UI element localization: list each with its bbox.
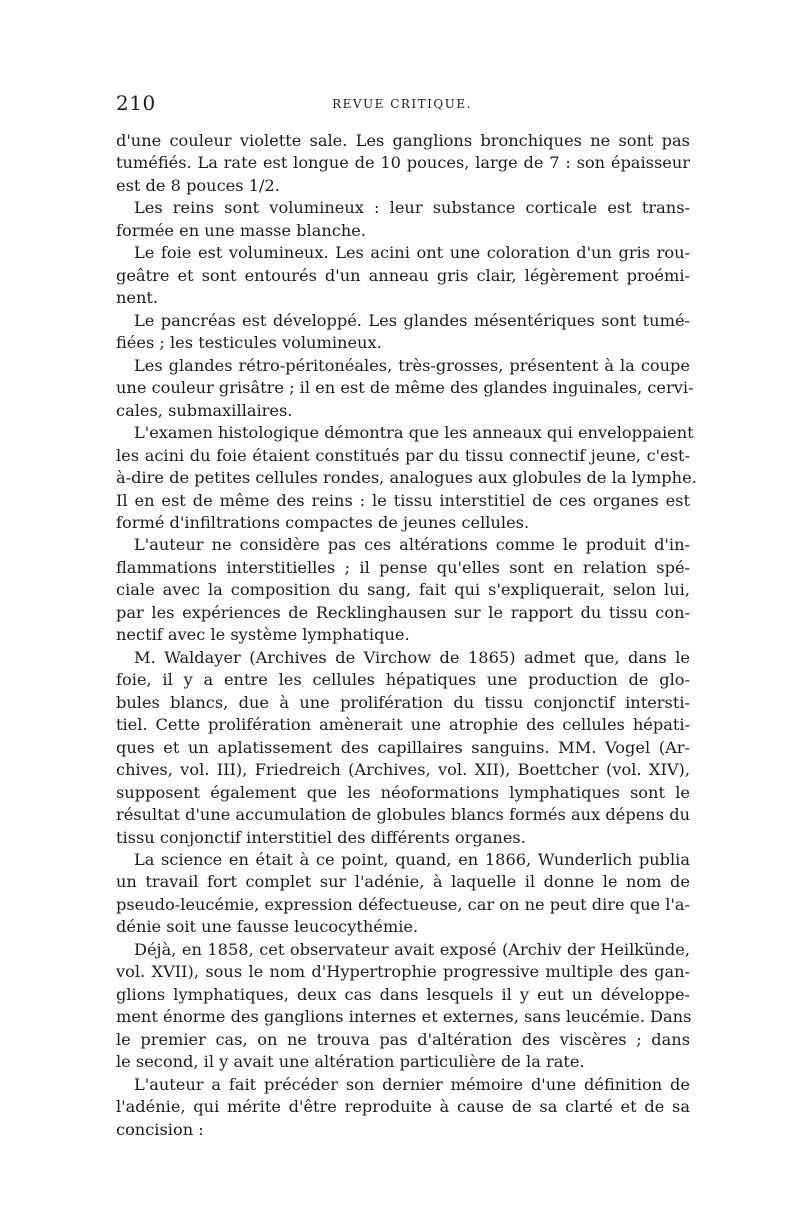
- text-line: fiées ; les testicules volumineux.: [116, 333, 382, 353]
- text-line: formé d'infiltrations compactes de jeunes cellules.: [116, 512, 530, 532]
- text-line: cales, submaxillaires.: [116, 400, 293, 420]
- text-line: concision :: [116, 1119, 204, 1139]
- text-line: geâtre et sont entourés d'un anneau gris clair, légèrement proémi-: [116, 265, 690, 285]
- text-line: La science en était à ce point, quand, en 1866, Wunderlich publia: [134, 850, 690, 869]
- text-line: est de 8 pouces 1/2.: [116, 175, 280, 195]
- page-number: 210: [116, 91, 156, 115]
- text-line: tissu conjonctif interstitiel des différents organes.: [116, 827, 526, 847]
- text-line: foie, il y a entre les cellules hépatiques une production de glo-: [116, 670, 690, 690]
- text-line: ques et un aplatissement des capillaires sanguins. MM. Vogel (Ar-: [116, 737, 690, 757]
- text-line: résultat d'une accumulation de globules blancs formés aux dépens du: [116, 805, 690, 825]
- paragraph: [116, 130, 690, 197]
- text-line: supposent également que les néoformations lymphatiques sont le: [116, 782, 690, 802]
- text-line: par les expériences de Recklinghausen sur le rapport du tissu con-: [116, 602, 690, 622]
- paragraph: [116, 242, 690, 309]
- text-line: d'une couleur violette sale. Les ganglions bronchiques ne sont pas: [116, 131, 690, 150]
- paragraph: [116, 647, 690, 849]
- paragraph: [116, 534, 690, 646]
- text-line: le second, il y avait une altération particulière de la rate.: [116, 1052, 585, 1072]
- text-line: un travail fort complet sur l'adénie, à laquelle il donne le nom de: [116, 872, 690, 892]
- paragraph: [116, 197, 690, 242]
- text-line: tiel. Cette prolifération amènerait une atrophie des cellules hépati-: [116, 715, 690, 735]
- text-line: ment énorme des ganglions internes et externes, sans leucémie. Dans: [116, 1007, 692, 1027]
- text-line: flammations interstitielles ; il pense qu'elles sont en relation spé-: [116, 557, 690, 577]
- text-line: dénie soit une fausse leucocythémie.: [116, 917, 419, 937]
- body-text: [116, 130, 697, 1141]
- text-line: M. Waldayer (Archives de Virchow de 1865) admet que, dans le: [134, 647, 690, 667]
- paragraph: [116, 355, 694, 422]
- text-line: l'adénie, qui mérite d'être reproduite à cause de sa clarté et de sa: [116, 1097, 690, 1117]
- paragraph: [116, 310, 690, 355]
- running-head: REVUE CRITIQUE.: [332, 97, 472, 111]
- text-line: Les glandes rétro-péritonéales, très-grosses, présentent à la coupe: [134, 355, 690, 375]
- paragraph: [116, 939, 690, 1074]
- text-line: Déjà, en 1858, cet observateur avait exposé (Archiv der Heilkünde,: [134, 939, 690, 959]
- text-line: les acini du foie étaient constitués par du tissu connectif jeune, c'est-: [116, 445, 690, 465]
- text-line: bules blancs, due à une prolifération du tissu conjonctif intersti-: [116, 692, 690, 712]
- paragraph: [116, 422, 697, 534]
- paragraph: [116, 849, 690, 939]
- text-line: à-dire de petites cellules rondes, analogues aux globules de la lymphe.: [116, 468, 697, 488]
- text-line: une couleur grisâtre ; il en est de même des glandes inguinales, cervi-: [116, 378, 694, 398]
- text-line: L'auteur ne considère pas ces altérations comme le produit d'in-: [134, 535, 690, 555]
- text-line: Il en est de même des reins : le tissu interstitiel de ces organes est: [116, 490, 690, 510]
- text-line: glions lymphatiques, deux cas dans lesquels il y eut un développe-: [116, 984, 690, 1004]
- text-line: tuméfiés. La rate est longue de 10 pouces, large de 7 : son épaisseur: [116, 153, 690, 173]
- paragraph: [116, 1074, 690, 1141]
- text-line: Les reins sont volumineux : leur substance corticale est trans-: [134, 198, 690, 218]
- text-line: ciale avec la composition du sang, fait qui s'expliquerait, selon lui,: [116, 580, 690, 600]
- text-line: pseudo-leucémie, expression défectueuse, car on ne peut dire que l'a-: [116, 894, 691, 914]
- text-line: formée en une masse blanche.: [116, 220, 367, 240]
- text-line: Le pancréas est développé. Les glandes mésentériques sont tumé-: [134, 310, 690, 330]
- text-line: le premier cas, on ne trouva pas d'altération des viscères ; dans: [116, 1029, 690, 1049]
- text-line: nectif avec le système lymphatique.: [116, 625, 410, 645]
- text-line: chives, vol. III), Friedreich (Archives, vol. XII), Boettcher (vol. XIV),: [116, 760, 690, 780]
- text-line: L'examen histologique démontra que les anneaux qui enveloppaient: [134, 423, 694, 443]
- page-header: [116, 91, 688, 121]
- text-line: Le foie est volumineux. Les acini ont une coloration d'un gris rou-: [134, 243, 690, 263]
- text-line: nent.: [116, 288, 159, 308]
- text-line: vol. XVII), sous le nom d'Hypertrophie progressive multiple des gan-: [116, 962, 690, 982]
- text-line: L'auteur a fait précéder son dernier mémoire d'une définition de: [134, 1074, 690, 1094]
